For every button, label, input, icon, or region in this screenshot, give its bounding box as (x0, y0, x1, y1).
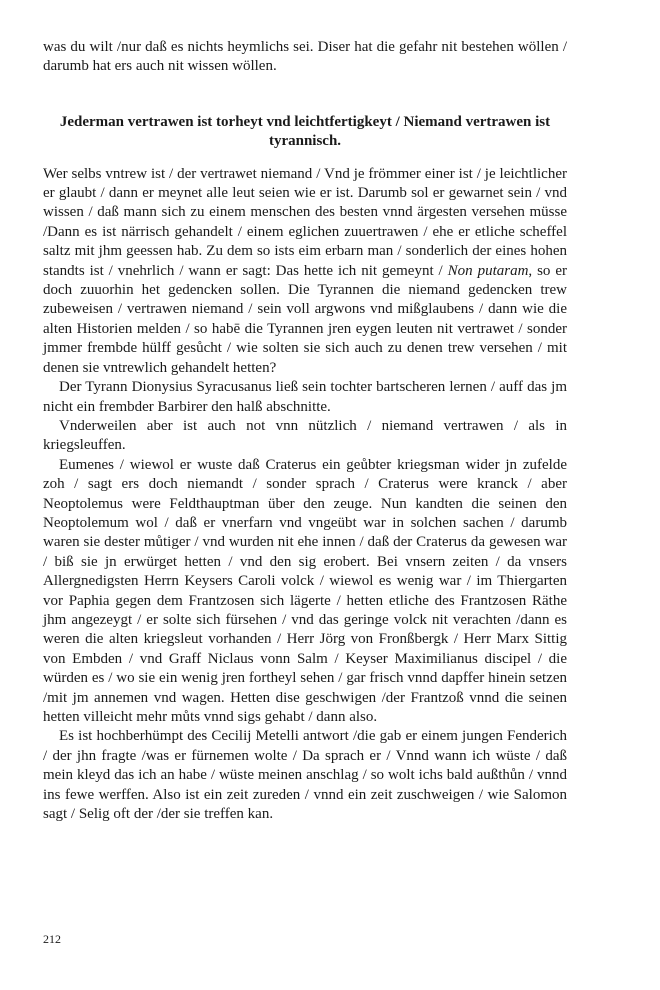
paragraph-5: Es ist hochberhümpt des Cecilij Metelli antwort /die gab er einem jungen Fenderich / der jhn fragte /was er fürnemen wolte / Da sprach er / Vnnd wann ich wüste / daß mein kleyd das ich an habe / wüste meinen anschlag / so wolt ichs bald außthůn / vnnd ins fewe werffen. Also ist ein zeit zureden / vnnd ein zeit zuschweigen / wie Salomon sagt / Selig oft der /der sie treffen kan. (43, 728, 567, 823)
paragraph-2: Der Tyrann Dionysius Syracusanus ließ sein tochter bartscheren lernen / auff das jm nicht ein frembder Barbirer den halß abschnitte. (43, 379, 567, 415)
paragraph-1-text-b: , so er doch zuuorhin het gedencken sollen. Die Tyrannen die niemand gedencken trew zubeweisen / vertrawen niemand / sein voll argwons vnd mißglaubens / dann wie die alten Historien melden / so habē die Tyrannen jren eygen leuten nit vertrawet / sonder jmmer frembde hülff gesůcht / wie solten sie sich auch zu denen trew versehen / mit denen sie vntrewlich gehandelt hetten? (43, 262, 568, 376)
section-heading: Jederman vertrawen ist torheyt vnd leichtfertigkeyt / Niemand vertrawen ist tyrannisch. (59, 113, 551, 150)
paragraph-4: Eumenes / wiewol er wuste daß Craterus ein geůbter kriegsman wider jn zufelde zoh / sagt ers doch niemandt / sonder sprach / Craterus were kranck / aber Neoptolemus were Feldthauptman über den zeuge. Nun kandten die seinen den Neoptolemum wol / daß er vnerfarn vnd vngeübt war in solchen sachen / darumb waren sie dester můtiger / vnd wurden nit ehe innen / daß der Craterus da gewesen war / biß sie jn erwürget hetten / vnd den sig erobert. Bei vnsern zeiten / da vnsers Allergnedigsten Herrn Keysers Caroli volck / wiewol es wenig war / im Thiergarten vor Paphia gegen dem Frantzosen sich lägerte / hetten etliche des Frantzosen Räthe jhm angezeygt / er solte sich fürsehen / vnd das geringe volck nit verachten /dann es weren die alten kriegsleut vorhanden / Herr Jörg von Fronßbergk / Herr Marx Sittig von Embden / vnd Graff Niclaus vonn Salm / Keyser Maximilianus discipel / die würden es / wo sie ein wenig jren fortheyl sehen / gar frisch vnnd dapffer hinein setzen /mit jm annemen vnd wagen. Hetten dise geschwigen /der Frantzoß vnnd die seinen hetten villeicht mehr můts vnnd sigs gehabt / dann also. (43, 456, 567, 725)
paragraph-1-text-a: Wer selbs vntrew ist / der vertrawet niemand / Vnd je frömmer einer ist / je leichtlicher er glaubt / dann er meynet alle leut seien wie er ist. Darumb sol er gewarnet sein / vnd wissen / daß mann sich zu einem menschen des besten vnnd ärgesten versehen müsse /Dann es ist närrisch gehandelt / einem eglichen zuuertrawen / ehe er etliche scheffel saltz mit jhm geessen hab. Zu dem so ists eim erbarn man / sonderlich der eines hohen standts ist / vnehrlich / wann er sagt: Das hette ich nit gemeynt / (43, 165, 567, 279)
page-body (43, 38, 567, 824)
paragraph-1-italic: Non putaram (447, 262, 529, 279)
paragraph-3: Vnderweilen aber ist auch not vnn nützlich / niemand vertrawen / als in kriegsleuffen. (43, 417, 567, 454)
page-number: 212 (43, 932, 61, 946)
paragraph-1 (43, 165, 567, 378)
intro-paragraph: was du wilt /nur daß es nichts heymlichs sei. Diser hat die gefahr nit bestehen wöllen / darumb hat ers auch nit wissen wöllen. (43, 39, 567, 75)
